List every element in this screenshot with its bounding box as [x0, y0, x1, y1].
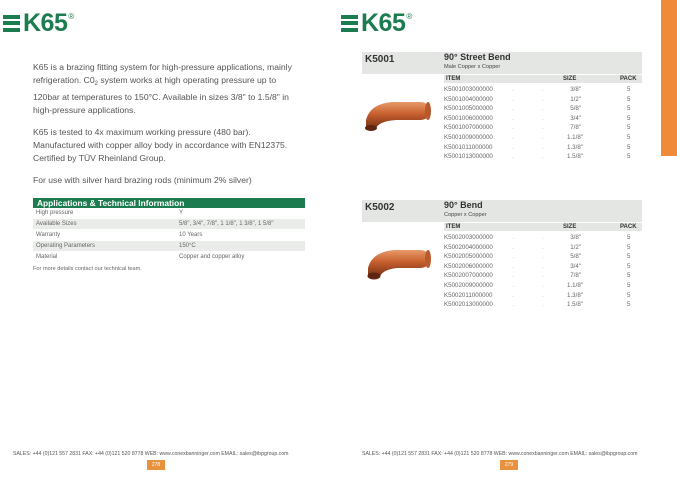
product-rows: [444, 85, 642, 162]
leader-dot: .: [542, 234, 544, 241]
item-size: 3/4": [570, 262, 581, 270]
product-header: [362, 200, 642, 222]
product-title: 90° Bend: [444, 200, 483, 210]
leader-dot: .: [512, 133, 514, 141]
item-code: K5002004000000: [444, 243, 493, 251]
intro-text: [33, 61, 305, 196]
k65-logo-right: [341, 8, 412, 38]
item-pack: 5: [627, 262, 631, 270]
item-pack: 5: [627, 243, 631, 251]
item-code: K5001013000000: [444, 153, 493, 161]
item-pack: 5: [627, 301, 631, 309]
col-size: SIZE: [563, 76, 577, 82]
item-code: K5001005000000: [444, 105, 493, 113]
leader-dot: .: [542, 301, 544, 309]
product-title: 90° Street Bend: [444, 52, 511, 62]
table-row: [444, 271, 642, 281]
left-page: [0, 0, 338, 477]
item-pack: 5: [627, 153, 631, 161]
leader-dot: .: [512, 143, 514, 151]
item-code: K5002006000000: [444, 262, 493, 270]
leader-dot: .: [512, 301, 514, 309]
logo-text: K65: [23, 8, 68, 37]
product-rows: [444, 233, 642, 310]
intro-paragraph-3: For use with silver hard brazing rods (minimum 2% silver): [33, 175, 252, 185]
item-pack: 5: [627, 291, 631, 299]
leader-dot: .: [542, 124, 544, 132]
item-pack: 5: [627, 124, 631, 132]
right-page: [338, 0, 677, 477]
k65-logo: [3, 8, 74, 38]
item-size: 3/8": [570, 86, 581, 93]
col-pack: PACK: [620, 224, 637, 230]
leader-dot: .: [512, 243, 514, 251]
item-pack: 5: [627, 253, 631, 261]
applications-row: [33, 230, 305, 241]
applications-title: Applications & Technical Information: [33, 198, 305, 208]
leader-dot: .: [512, 262, 514, 270]
leader-dot: .: [542, 133, 544, 141]
item-code: K5001006000000: [444, 114, 493, 122]
product-k5002: [362, 200, 642, 309]
logo-text: K65: [361, 8, 406, 37]
item-size: 7/8": [570, 272, 581, 280]
leader-dot: .: [512, 281, 514, 289]
logo-bars-icon: [341, 15, 358, 32]
item-pack: 5: [627, 234, 631, 241]
table-row: [444, 143, 642, 153]
applications-value: 150°C: [176, 241, 305, 252]
item-pack: 5: [627, 143, 631, 151]
applications-key: Available Sizes: [33, 219, 176, 230]
leader-dot: .: [542, 253, 544, 261]
table-row: [444, 300, 642, 310]
item-size: 1.1/8": [567, 133, 583, 141]
product-code: K5002: [365, 202, 395, 213]
applications-value: Copper and copper alloy: [176, 252, 305, 263]
leader-dot: .: [512, 272, 514, 280]
table-row: [444, 281, 642, 291]
applications-row: [33, 252, 305, 263]
table-row: [444, 95, 642, 105]
product-subtitle: Male Copper x Copper: [444, 64, 501, 70]
table-row: [444, 252, 642, 262]
applications-key: High pressure: [33, 208, 176, 219]
applications-value: Y: [176, 208, 305, 219]
table-row: [444, 85, 642, 95]
col-item: ITEM: [446, 224, 461, 230]
table-row: [444, 133, 642, 143]
intro-p1-sub: 2: [94, 81, 98, 87]
item-code: K5002005000000: [444, 253, 493, 261]
logo-registered-mark: ®: [406, 12, 413, 21]
applications-value: 10 Years: [176, 230, 305, 241]
product-column-header: [444, 75, 642, 83]
leader-dot: .: [542, 153, 544, 161]
item-size: 1.5/8": [567, 153, 583, 161]
item-size: 1.3/8": [567, 143, 583, 151]
product-code: K5001: [365, 54, 395, 65]
leader-dot: .: [512, 124, 514, 132]
item-size: 3/4": [570, 114, 581, 122]
item-size: 1/2": [570, 243, 581, 251]
footer-contact-right: SALES: +44 (0)121 557 2831 FAX: +44 (0)121 520 8778 WEB: www.conexbanninger.com EMAIL: sales@ibpgroup.com: [362, 451, 638, 457]
leader-dot: .: [542, 281, 544, 289]
table-row: [444, 243, 642, 253]
item-pack: 5: [627, 114, 631, 122]
item-code: K5002009000000: [444, 281, 493, 289]
item-size: 7/8": [570, 124, 581, 132]
leader-dot: .: [542, 272, 544, 280]
product-column-header: [444, 223, 642, 231]
item-code: K5001011000000: [444, 143, 493, 151]
item-size: 1/2": [570, 95, 581, 103]
item-code: K5002007000000: [444, 272, 493, 280]
leader-dot: .: [512, 291, 514, 299]
page-number-left: 278: [147, 460, 165, 470]
item-size: 5/8": [570, 105, 581, 113]
item-pack: 5: [627, 95, 631, 103]
logo-registered-mark: ®: [68, 12, 75, 21]
orange-side-tab: [661, 0, 677, 156]
col-item: ITEM: [446, 76, 461, 82]
applications-key: Material: [33, 252, 176, 263]
applications-key: Warranty: [33, 230, 176, 241]
item-pack: 5: [627, 105, 631, 113]
footer-contact-left: SALES: +44 (0)121 557 2831 FAX: +44 (0)121 520 8778 WEB: www.conexbanninger.com EMAIL: sales@ibpgroup.com: [13, 451, 289, 457]
applications-value: 5/8", 3/4", 7/8", 1 1/8", 1 3/8", 1 5/8": [176, 219, 305, 230]
item-size: 5/8": [570, 253, 581, 261]
intro-p1-a: K65 is a brazing fitting system for high-pressure applications, mainly refrigeration. C0: [33, 62, 292, 85]
leader-dot: .: [542, 114, 544, 122]
leader-dot: .: [512, 86, 514, 93]
table-row: [444, 262, 642, 272]
table-row: [444, 152, 642, 162]
applications-note: For more details contact our technical team.: [33, 266, 142, 272]
leader-dot: .: [512, 114, 514, 122]
col-pack: PACK: [620, 76, 637, 82]
table-row: [444, 104, 642, 114]
intro-paragraph-2: K65 is tested to 4x maximum working pressure (480 bar). Manufactured with copper alloy body in accordance with EN12375. Certified by TÜV Rheinland Group.: [33, 127, 288, 163]
item-size: 1.1/8": [567, 281, 583, 289]
logo-bars-icon: [3, 15, 20, 32]
leader-dot: .: [542, 105, 544, 113]
product-header: [362, 52, 642, 74]
table-row: [444, 123, 642, 133]
intro-p1-b: system works at high operating pressure up to 120bar at temperatures to 150°C. Available in sizes 3/8" to 1.5/8" in high-pressure applications.: [33, 75, 289, 115]
item-pack: 5: [627, 281, 631, 289]
leader-dot: .: [512, 253, 514, 261]
item-pack: 5: [627, 133, 631, 141]
item-code: K5001009000000: [444, 133, 493, 141]
product-subtitle: Copper x Copper: [444, 212, 487, 218]
item-code: K5001003000000: [444, 86, 493, 93]
table-row: [444, 291, 642, 301]
table-row: [444, 114, 642, 124]
leader-dot: .: [542, 262, 544, 270]
applications-row: [33, 219, 305, 230]
item-code: K5001004000000: [444, 95, 493, 103]
item-code: K5002013000000: [444, 301, 493, 309]
item-code: K5001007000000: [444, 124, 493, 132]
bend-elbow-icon: [362, 244, 434, 284]
item-size: 1.3/8": [567, 291, 583, 299]
leader-dot: .: [512, 153, 514, 161]
item-size: 3/8": [570, 234, 581, 241]
applications-table-section: [33, 198, 305, 272]
applications-key: Operating Parameters: [33, 241, 176, 252]
product-k5001: [362, 52, 642, 161]
applications-row: [33, 208, 305, 219]
applications-row: [33, 241, 305, 252]
col-size: SIZE: [563, 224, 577, 230]
leader-dot: .: [542, 143, 544, 151]
applications-table: [33, 208, 305, 263]
item-code: K5002003000000: [444, 234, 493, 241]
leader-dot: .: [542, 291, 544, 299]
item-pack: 5: [627, 272, 631, 280]
leader-dot: .: [512, 105, 514, 113]
leader-dot: .: [542, 243, 544, 251]
item-pack: 5: [627, 86, 631, 93]
leader-dot: .: [542, 95, 544, 103]
table-row: [444, 233, 642, 243]
leader-dot: .: [512, 234, 514, 241]
leader-dot: .: [512, 95, 514, 103]
street-bend-elbow-icon: [362, 96, 434, 136]
item-size: 1.5/8": [567, 301, 583, 309]
intro-paragraph-1: [33, 61, 305, 117]
page-number-right: 279: [500, 460, 518, 470]
item-code: K5002011000000: [444, 291, 493, 299]
leader-dot: .: [542, 86, 544, 93]
